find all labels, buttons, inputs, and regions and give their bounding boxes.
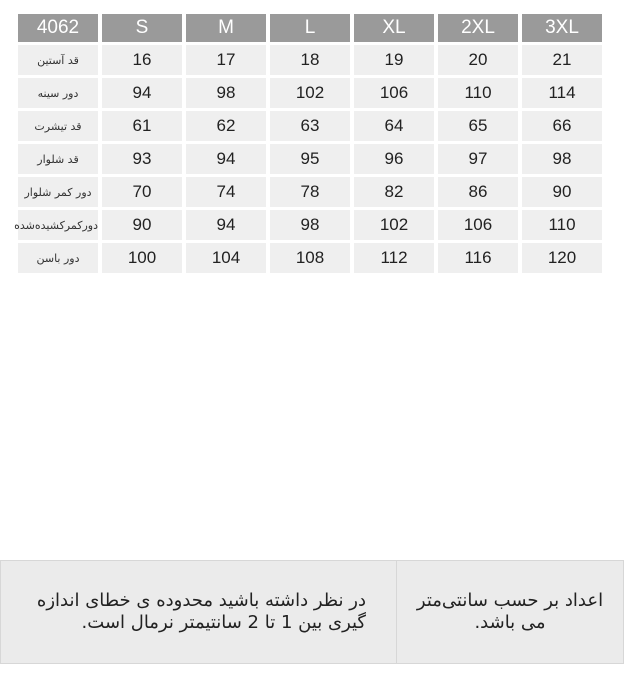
row-label: قد شلوار [18, 144, 98, 174]
size-header-m: M [186, 14, 266, 42]
table-cell: 102 [270, 78, 350, 108]
row-label: دور باسن [18, 243, 98, 273]
table-row [18, 78, 602, 108]
table-cell: 110 [438, 78, 518, 108]
table-cell: 96 [354, 144, 434, 174]
table-cell: 97 [438, 144, 518, 174]
table-cell: 116 [438, 243, 518, 273]
table-cell: 21 [522, 45, 602, 75]
table-row [18, 144, 602, 174]
size-header-2xl: 2XL [438, 14, 518, 42]
size-header-l: L [270, 14, 350, 42]
row-label: دور سینه [18, 78, 98, 108]
table-cell: 66 [522, 111, 602, 141]
table-cell: 108 [270, 243, 350, 273]
table-cell: 94 [186, 144, 266, 174]
table-cell: 95 [270, 144, 350, 174]
row-label: دورکمرکشیده‌شده [18, 210, 98, 240]
table-cell: 112 [354, 243, 434, 273]
table-cell: 19 [354, 45, 434, 75]
table-row [18, 177, 602, 207]
table-cell: 106 [438, 210, 518, 240]
table-row [18, 243, 602, 273]
size-header-row [18, 14, 602, 42]
table-row [18, 111, 602, 141]
table-cell: 94 [186, 210, 266, 240]
table-cell: 74 [186, 177, 266, 207]
table-row [18, 45, 602, 75]
table-cell: 78 [270, 177, 350, 207]
table-cell: 98 [270, 210, 350, 240]
row-label: قد آستین [18, 45, 98, 75]
size-chart-table [14, 11, 606, 276]
table-cell: 106 [354, 78, 434, 108]
table-cell: 102 [354, 210, 434, 240]
table-cell: 64 [354, 111, 434, 141]
units-note: اعداد بر حسب سانتی‌متر می باشد. [416, 590, 604, 633]
table-cell: 82 [354, 177, 434, 207]
table-cell: 62 [186, 111, 266, 141]
row-label: دور کمر شلوار [18, 177, 98, 207]
table-cell: 61 [102, 111, 182, 141]
units-note-cell [397, 561, 623, 663]
table-cell: 86 [438, 177, 518, 207]
product-code-header: 4062 [18, 14, 98, 42]
table-cell: 100 [102, 243, 182, 273]
tolerance-note: در نظر داشته باشید محدوده ی خطای اندازه گیری بین 1 تا 2 سانتیمتر نرمال است. [36, 590, 366, 633]
table-cell: 110 [522, 210, 602, 240]
notes-box [0, 560, 624, 664]
table-cell: 20 [438, 45, 518, 75]
table-row [18, 210, 602, 240]
table-cell: 90 [102, 210, 182, 240]
table-cell: 98 [522, 144, 602, 174]
table-cell: 18 [270, 45, 350, 75]
table-cell: 17 [186, 45, 266, 75]
table-cell: 120 [522, 243, 602, 273]
table-cell: 104 [186, 243, 266, 273]
table-cell: 16 [102, 45, 182, 75]
tolerance-note-cell [1, 561, 397, 663]
table-cell: 63 [270, 111, 350, 141]
size-header-xl: XL [354, 14, 434, 42]
table-cell: 114 [522, 78, 602, 108]
row-label: قد تیشرت [18, 111, 98, 141]
table-cell: 94 [102, 78, 182, 108]
size-header-s: S [102, 14, 182, 42]
table-cell: 98 [186, 78, 266, 108]
table-cell: 70 [102, 177, 182, 207]
size-header-3xl: 3XL [522, 14, 602, 42]
table-cell: 93 [102, 144, 182, 174]
table-cell: 90 [522, 177, 602, 207]
table-cell: 65 [438, 111, 518, 141]
